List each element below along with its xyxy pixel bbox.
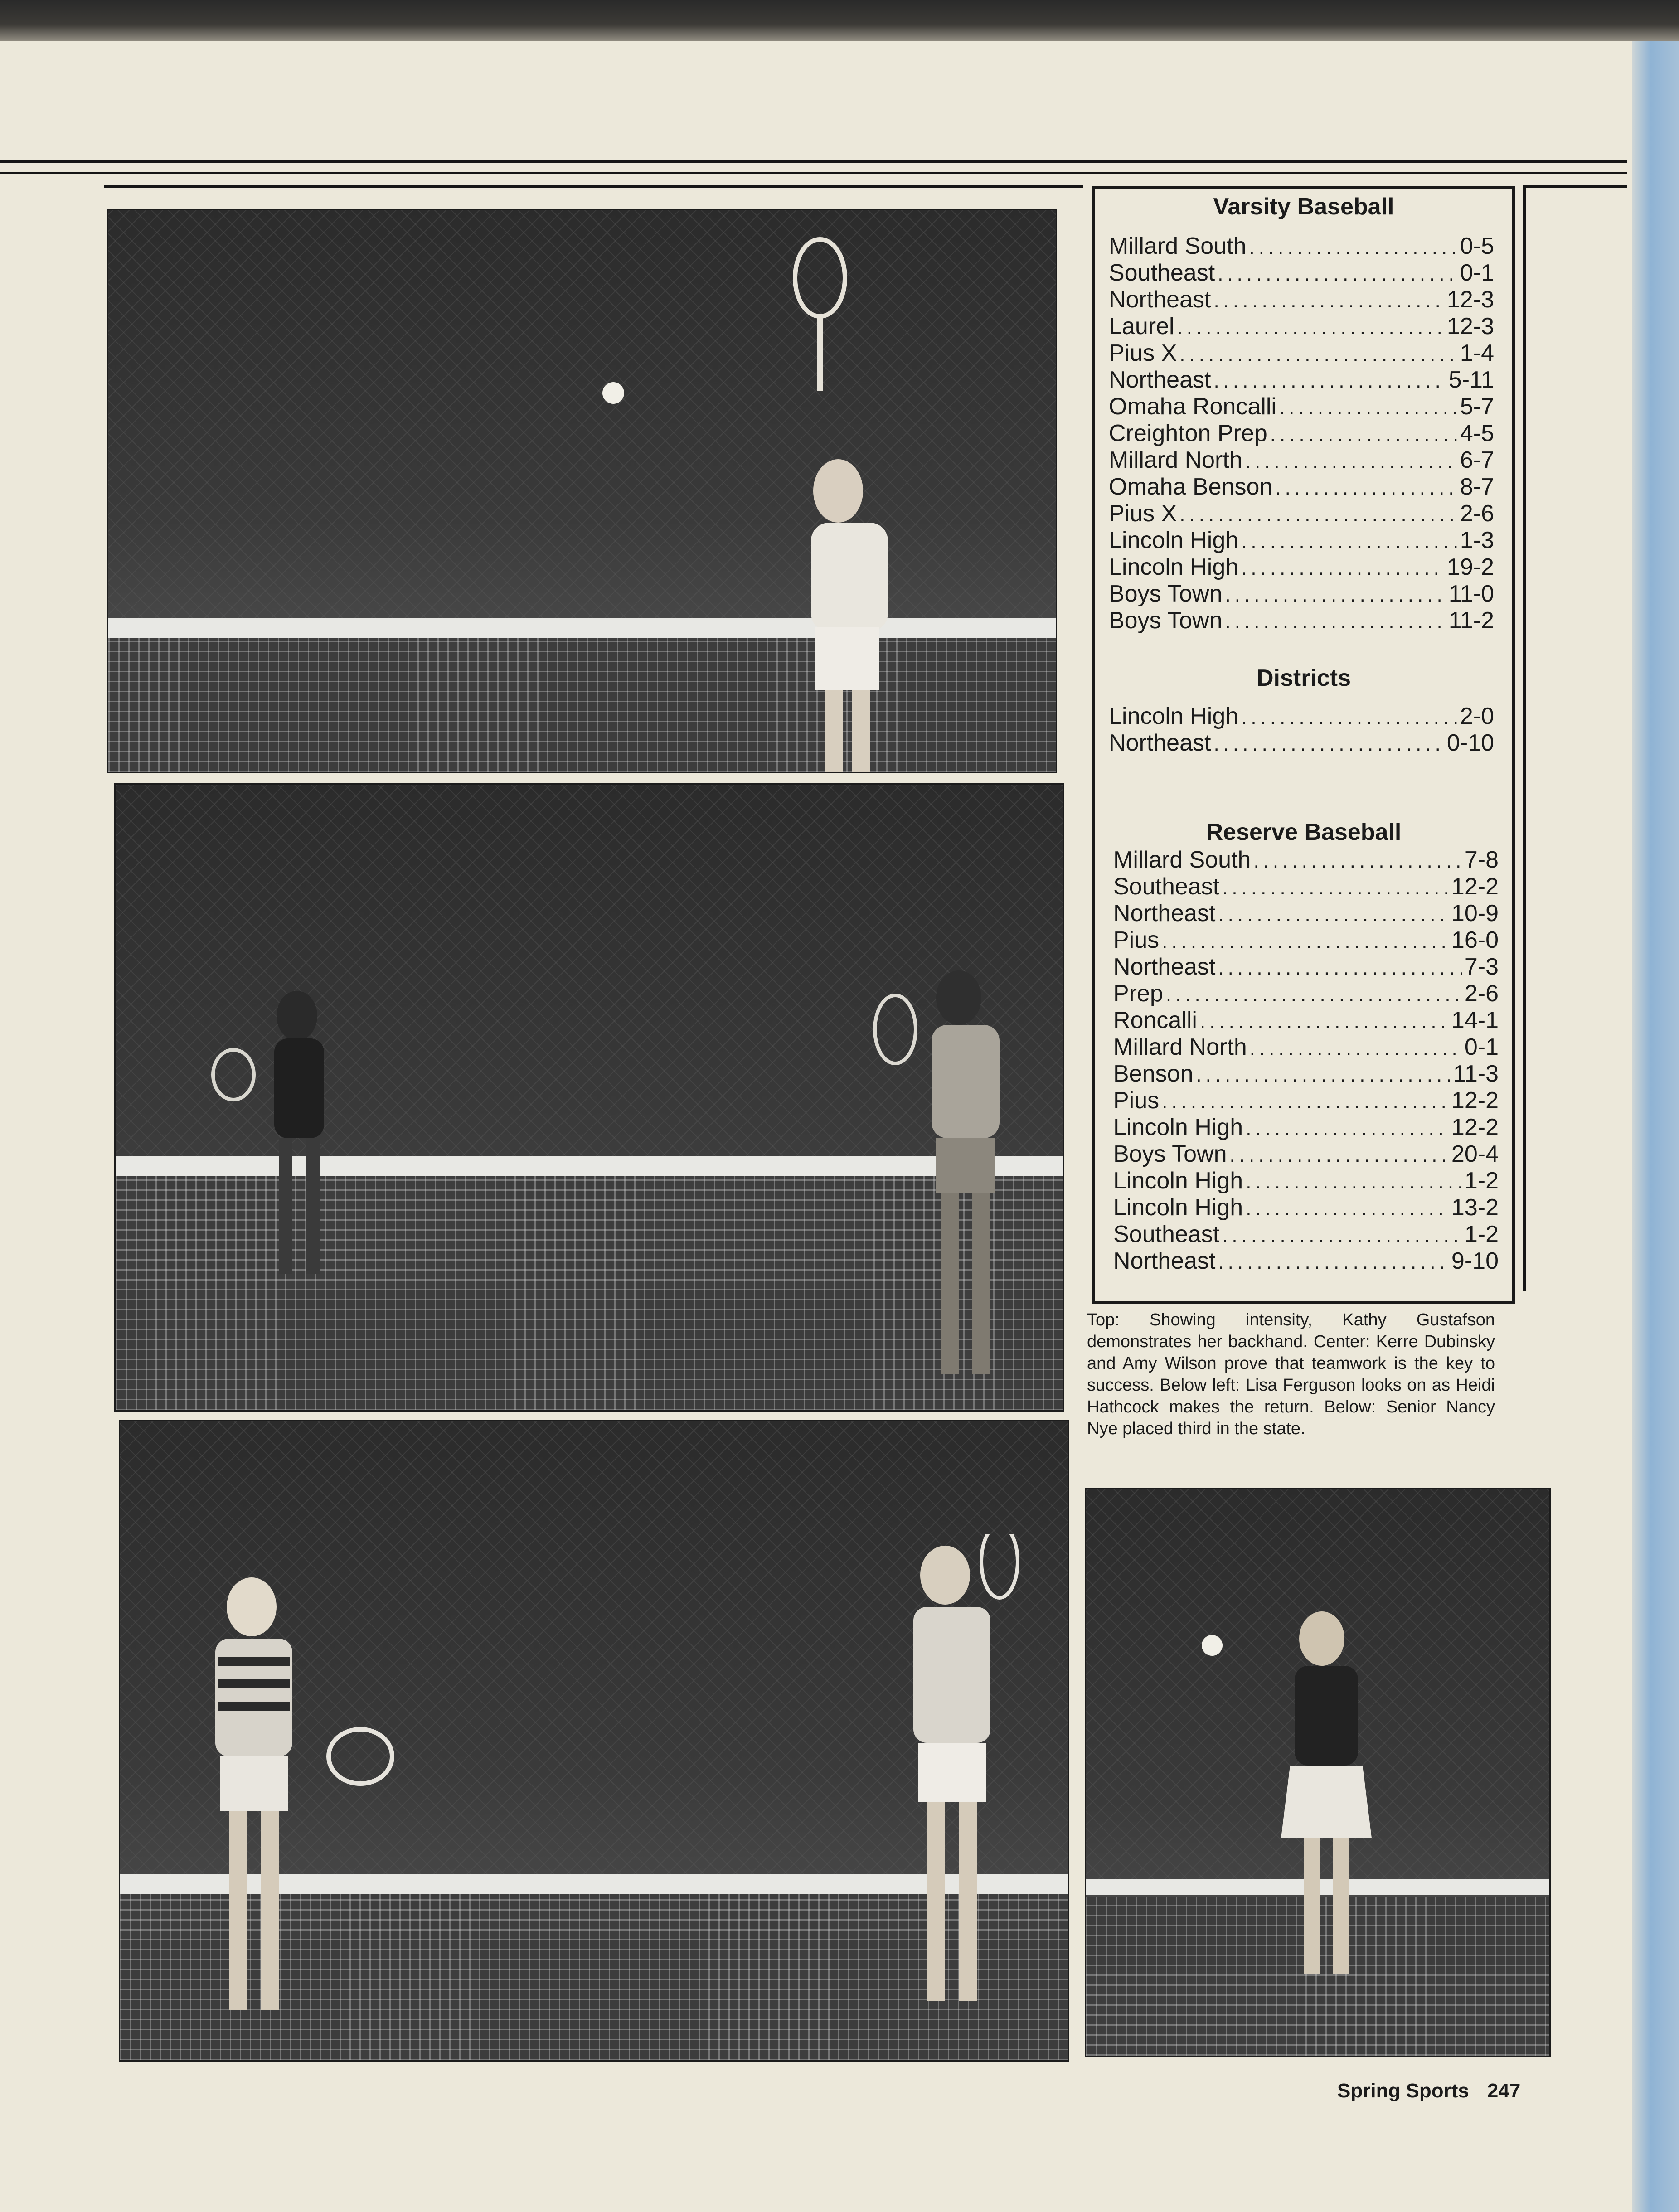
game-score: 11-3 [1453, 1061, 1499, 1087]
opponent-name: Benson [1113, 1061, 1194, 1087]
dot-leader [1166, 981, 1462, 1008]
opponent-name: Southeast [1113, 1221, 1220, 1247]
score-row [1113, 1221, 1499, 1248]
photo-forehand [1085, 1488, 1551, 2057]
score-row [1113, 1194, 1499, 1221]
game-score: 0-1 [1460, 260, 1494, 286]
score-row [1113, 1087, 1499, 1114]
dot-leader [1179, 341, 1457, 368]
dot-leader [1179, 501, 1457, 528]
top-rule [0, 160, 1627, 163]
dot-leader [1218, 955, 1461, 981]
opponent-name: Pius [1113, 927, 1160, 953]
score-row [1109, 340, 1494, 367]
score-row [1109, 313, 1494, 340]
opponent-name: Lincoln High [1109, 527, 1239, 553]
game-score: 16-0 [1451, 927, 1499, 953]
opponent-name: Northeast [1109, 367, 1211, 393]
game-score: 20-4 [1451, 1141, 1499, 1167]
score-row [1109, 367, 1494, 393]
dot-leader [1230, 1142, 1449, 1169]
page-right-edge [1632, 41, 1679, 2212]
score-row [1109, 500, 1494, 527]
player-figure-left [161, 1566, 397, 2047]
frame-rule-right [1523, 185, 1627, 188]
opponent-name: Lincoln High [1109, 554, 1239, 580]
opponent-name: Southeast [1113, 873, 1220, 900]
opponent-name: Millard North [1109, 447, 1242, 473]
opponent-name: Boys Town [1113, 1141, 1227, 1167]
opponent-name: Lincoln High [1113, 1168, 1243, 1194]
player-figure-right [868, 966, 1058, 1397]
game-score: 7-8 [1464, 847, 1499, 873]
score-row [1109, 420, 1494, 447]
game-score: 13-2 [1451, 1194, 1499, 1221]
opponent-name: Pius X [1109, 500, 1177, 527]
page-footer [1337, 2080, 1520, 2102]
dot-leader [1245, 448, 1457, 475]
reserve-heading: Reserve Baseball [1206, 819, 1402, 845]
score-row [1113, 1034, 1499, 1061]
game-score: 14-1 [1451, 1007, 1499, 1033]
game-score: 19-2 [1446, 554, 1494, 580]
dot-leader [1213, 731, 1444, 757]
dot-leader [1213, 368, 1446, 394]
game-score: 12-2 [1451, 1114, 1499, 1140]
score-row [1113, 1007, 1499, 1034]
game-score: 0-1 [1464, 1034, 1499, 1060]
dot-leader [1246, 1115, 1449, 1142]
score-row [1109, 286, 1494, 313]
score-row [1113, 1114, 1499, 1141]
dot-leader [1213, 287, 1444, 314]
game-score: 11-0 [1448, 581, 1494, 607]
score-row [1113, 1061, 1499, 1087]
dot-leader [1218, 1249, 1448, 1276]
game-score: 2-6 [1460, 500, 1494, 527]
opponent-name: Prep [1113, 980, 1163, 1007]
dot-leader [1200, 1008, 1449, 1035]
game-score: 2-6 [1464, 980, 1499, 1007]
player-figure-right [864, 1534, 1054, 2047]
game-score: 5-11 [1448, 367, 1494, 393]
photo-doubles-return [119, 1420, 1069, 2062]
dot-leader [1196, 1062, 1450, 1088]
opponent-name: Northeast [1109, 286, 1211, 313]
player-figure [761, 437, 997, 773]
game-score: 11-2 [1448, 607, 1494, 634]
opponent-name: Pius [1113, 1087, 1160, 1114]
game-score: 5-7 [1460, 393, 1494, 420]
dot-leader [1250, 1035, 1462, 1062]
game-score: 1-3 [1460, 527, 1494, 553]
dot-leader [1279, 394, 1457, 421]
dot-leader [1241, 528, 1457, 555]
opponent-name: Omaha Roncalli [1109, 393, 1276, 420]
opponent-name: Southeast [1109, 260, 1215, 286]
tennis-ball [1202, 1635, 1223, 1656]
score-row [1113, 847, 1499, 873]
opponent-name: Boys Town [1109, 607, 1223, 634]
score-row [1113, 1141, 1499, 1168]
opponent-name: Northeast [1109, 730, 1211, 756]
opponent-name: Lincoln High [1113, 1114, 1243, 1140]
score-row [1109, 527, 1494, 554]
game-score: 1-2 [1464, 1221, 1499, 1247]
opponent-name: Boys Town [1109, 581, 1223, 607]
dot-leader [1218, 261, 1457, 287]
score-row [1113, 900, 1499, 927]
game-score: 7-3 [1464, 954, 1499, 980]
dot-leader [1270, 421, 1457, 448]
dot-leader [1218, 901, 1448, 928]
game-score: 12-3 [1446, 286, 1494, 313]
frame-rule-right-vertical [1523, 185, 1526, 1291]
scores-box [1092, 186, 1515, 1304]
page-number: 247 [1487, 2080, 1521, 2102]
dot-leader [1241, 555, 1444, 582]
opponent-name: Roncalli [1113, 1007, 1197, 1033]
score-row [1113, 927, 1499, 954]
game-score: 12-2 [1451, 873, 1499, 900]
dot-leader [1275, 475, 1457, 501]
score-row [1109, 474, 1494, 500]
opponent-name: Lincoln High [1109, 703, 1239, 729]
dot-leader [1246, 1169, 1462, 1195]
score-row [1109, 260, 1494, 286]
opponent-name: Northeast [1113, 1248, 1216, 1274]
opponent-name: Pius X [1109, 340, 1177, 366]
score-row [1113, 873, 1499, 900]
dot-leader [1222, 1222, 1462, 1249]
score-row [1109, 730, 1494, 757]
game-score: 1-2 [1464, 1168, 1499, 1194]
game-score: 1-4 [1460, 340, 1494, 366]
score-row [1113, 954, 1499, 980]
score-row [1113, 1248, 1499, 1275]
score-row [1113, 980, 1499, 1007]
page-top-edge [0, 0, 1679, 41]
photo-doubles-teamwork [114, 783, 1064, 1412]
game-score: 0-5 [1460, 233, 1494, 259]
dot-leader [1246, 1195, 1449, 1222]
opponent-name: Lincoln High [1113, 1194, 1243, 1221]
photo-backhand [107, 209, 1057, 773]
game-score: 9-10 [1451, 1248, 1499, 1274]
opponent-name: Millard North [1113, 1034, 1247, 1060]
tennis-racket [788, 237, 852, 391]
photo-caption: Top: Showing intensity, Kathy Gustafson demonstrates her backhand. Center: Kerre Dubinsky and Amy Wilson prove that teamwork is the key to success. Below left: Lisa Ferguson looks on as Heidi Hathcock makes the return. Below: Senior Nancy Nye placed third in the state. [1087, 1310, 1495, 1438]
score-row [1109, 393, 1494, 420]
score-row [1109, 554, 1494, 581]
dot-leader [1225, 582, 1446, 608]
tennis-ball [602, 382, 624, 404]
dot-leader [1225, 608, 1446, 635]
opponent-name: Millard South [1109, 233, 1247, 259]
dot-leader [1249, 234, 1457, 261]
dot-leader [1162, 1088, 1449, 1115]
section-title: Spring Sports [1337, 2080, 1469, 2102]
score-row [1109, 607, 1494, 634]
dot-leader [1253, 848, 1461, 874]
opponent-name: Millard South [1113, 847, 1251, 873]
player-figure [1258, 1602, 1422, 2010]
dot-leader [1162, 928, 1449, 955]
dot-leader [1241, 704, 1457, 731]
score-row [1109, 233, 1494, 260]
game-score: 10-9 [1451, 900, 1499, 927]
score-row [1109, 447, 1494, 474]
game-score: 4-5 [1460, 420, 1494, 446]
score-row [1113, 1168, 1499, 1194]
opponent-name: Laurel [1109, 313, 1174, 340]
opponent-name: Northeast [1113, 900, 1216, 927]
game-score: 8-7 [1460, 474, 1494, 500]
game-score: 12-2 [1451, 1087, 1499, 1114]
dot-leader [1177, 314, 1444, 341]
game-score: 12-3 [1446, 313, 1494, 340]
opponent-name: Omaha Benson [1109, 474, 1273, 500]
game-score: 2-0 [1460, 703, 1494, 729]
player-figure-left [206, 984, 369, 1292]
varsity-heading: Varsity Baseball [1213, 194, 1394, 220]
opponent-name: Northeast [1113, 954, 1216, 980]
top-rule-thin [0, 172, 1627, 174]
score-row [1109, 581, 1494, 607]
score-row [1109, 703, 1494, 730]
opponent-name: Creighton Prep [1109, 420, 1267, 446]
districts-heading: Districts [1256, 665, 1351, 691]
dot-leader [1222, 874, 1449, 901]
game-score: 0-10 [1446, 730, 1494, 756]
game-score: 6-7 [1460, 447, 1494, 473]
frame-rule-left [104, 185, 1083, 188]
